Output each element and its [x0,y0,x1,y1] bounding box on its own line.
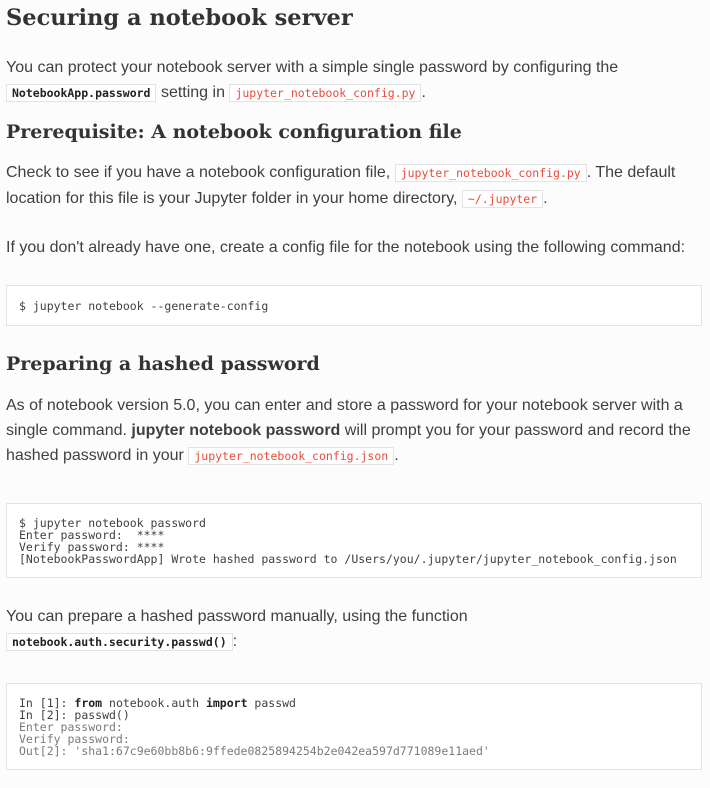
import-name: passwd [247,696,296,710]
ipython-session-block [6,683,702,770]
intro-text-middle: setting in [160,84,225,101]
generate-config-code-block [6,285,702,326]
command-name-bold: jupyter notebook password [131,422,341,439]
generate-config-command: $ jupyter notebook --generate-config [19,299,269,313]
prerequisite-paragraph [6,160,702,212]
input-prompt: In [2]: [19,708,75,722]
keyword-from: from [74,696,103,710]
terminal-line: $ jupyter notebook password [19,516,206,530]
code-config-file: jupyter_notebook_config.py [395,164,587,182]
output-prompt: Out[2]: [19,744,75,758]
create-config-paragraph: If you don't already have one, create a config file for the notebook using the following command: [6,239,686,256]
prereq-text-middle: . The default location for this file is your Jupyter folder in your home directory, [6,164,676,207]
prereq-text-end: . [543,190,548,207]
intro-text-end: . [421,84,426,101]
prerequisite-heading: Prerequisite: A notebook configuration file [6,121,462,143]
page-title: Securing a notebook server [6,5,353,31]
code-passwd-function: notebook.auth.security.passwd() [6,633,233,651]
hashed-text: As of notebook version 5.0, you can enter and store a password for your notebook server with a single command. [6,397,683,439]
passwd-call: passwd() [74,708,130,722]
module-name: notebook.auth [102,696,206,710]
code-config-file: jupyter_notebook_config.py [229,84,421,102]
output-line [19,744,490,758]
hashed-text-end: . [394,447,399,464]
hashed-password-heading: Preparing a hashed password [6,353,320,375]
terminal-line: Enter password: **** [19,528,165,542]
manual-hash-text-end: : [232,633,238,650]
terminal-line: [NotebookPasswordApp] Wrote hashed password to /Users/you/.jupyter/jupyter_notebook_config.json [19,552,677,566]
manual-hash-text: You can prepare a hashed password manually, using the function [6,608,468,625]
intro-paragraph [6,55,702,106]
keyword-import: import [205,696,248,710]
input-prompt: In [1]: [19,696,75,710]
password-terminal-block [6,503,702,578]
hashed-text-middle: will prompt you for your password and record the hashed password in your [6,422,691,464]
verify-password-prompt: Verify password: [19,732,130,746]
code-jupyter-dir: ~/.jupyter [462,190,543,208]
hashed-password-paragraph [6,393,702,469]
prereq-text: Check to see if you have a notebook configuration file, [6,164,391,181]
terminal-line: Verify password: **** [19,540,165,554]
hash-output: 'sha1:67c9e60bb8b6:9ffede0825894254b2e042ea597d771089e11aed' [74,744,490,758]
code-config-json: jupyter_notebook_config.json [188,447,394,465]
intro-text: You can protect your notebook server with a simple single password by configuring the [6,59,619,76]
code-notebookapp-password: NotebookApp.password [6,84,156,102]
enter-password-prompt: Enter password: [19,720,123,734]
manual-hash-paragraph [6,604,702,655]
